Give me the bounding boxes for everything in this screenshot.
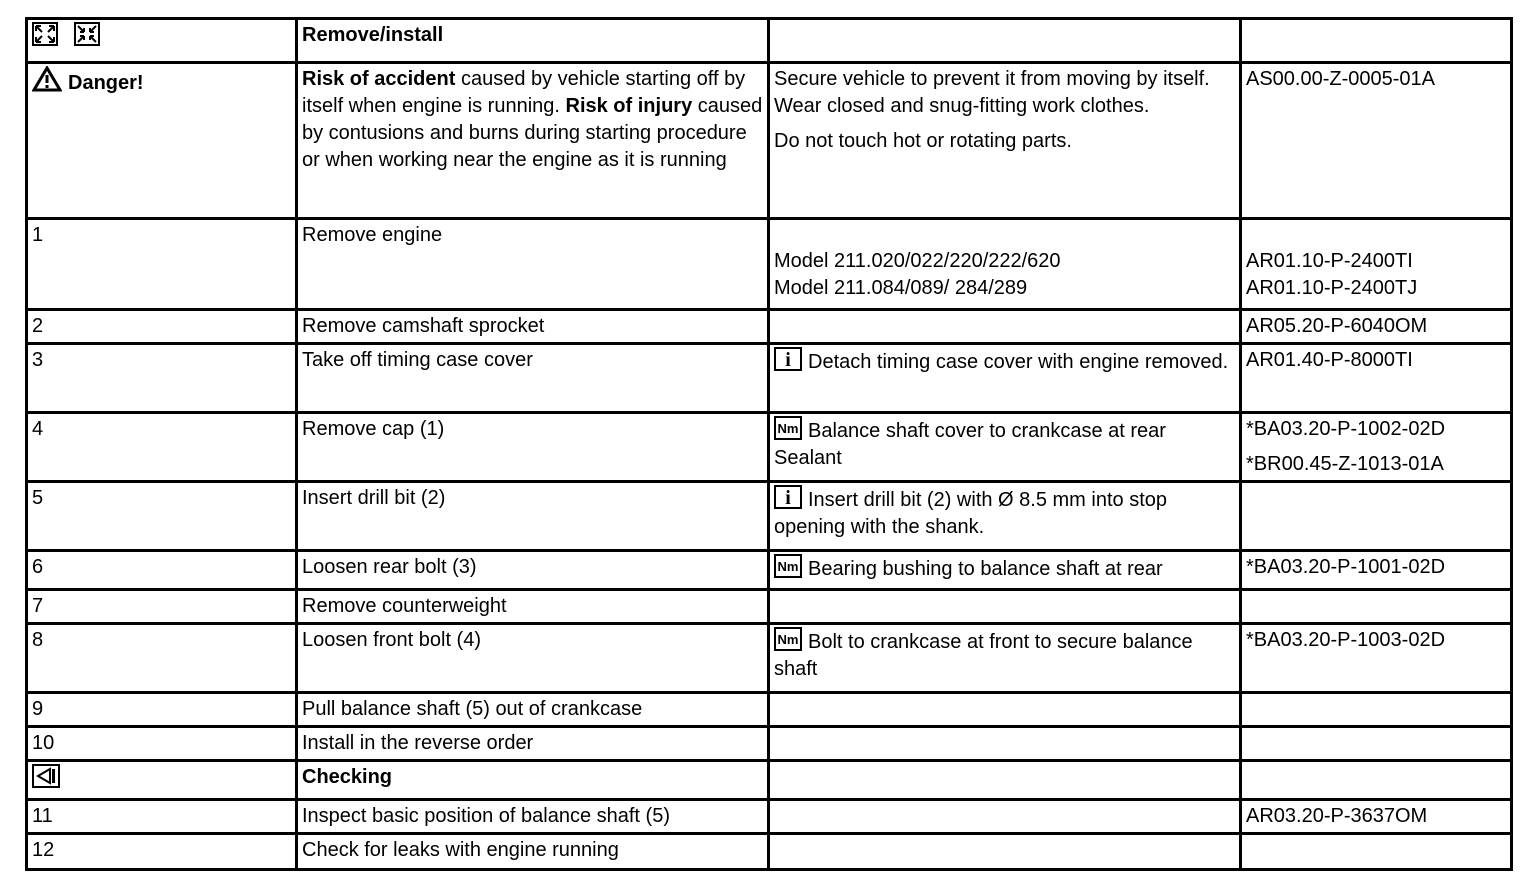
header-icons-cell (27, 19, 297, 63)
info-icon (774, 485, 802, 509)
torque-icon (774, 627, 802, 651)
table-row: 10 Install in the reverse order (27, 727, 1512, 761)
svg-text:i: i (785, 349, 791, 371)
doc-ref-link[interactable]: AR03.20-P-3637OM (1241, 800, 1512, 834)
table-row: 11 Inspect basic position of balance shaft (5) AR03.20-P-3637OM (27, 800, 1512, 834)
checking-row (27, 761, 1512, 800)
table-row: 7 Remove counterweight (27, 590, 1512, 624)
table-row: 4 Remove cap (1) Nm Balance shaft cover to crankcase at rear Sealant *BA03.20-P-1002-02D *BR00.45-Z-1013-01A (27, 413, 1512, 482)
doc-ref-link[interactable]: AR05.20-P-6040OM (1241, 310, 1512, 344)
header-row (27, 19, 1512, 63)
check-arrow-icon (32, 764, 60, 796)
table-row: 1 Remove engine Model 211.020/022/220/222/620 Model 211.084/089/ 284/289 AR01.10-P-2400TI AR01.10-P-2400TJ (27, 219, 1512, 310)
table-row: 2 Remove camshaft sprocket AR05.20-P-6040OM (27, 310, 1512, 344)
svg-text:Nm: Nm (777, 559, 799, 574)
doc-ref-link[interactable]: AR01.10-P-2400TI (1246, 250, 1413, 272)
svg-text:i: i (785, 487, 791, 509)
doc-ref-link[interactable]: *BA03.20-P-1001-02D (1241, 551, 1512, 590)
expand-icon[interactable] (32, 22, 58, 54)
danger-actions: Secure vehicle to prevent it from moving by itself. Wear closed and snug-fitting work clothes. Do not touch hot or rotating parts. (769, 63, 1241, 219)
table-row: 8 Loosen front bolt (4) Nm Bolt to crankcase at front to secure balance shaft *BA03.20-P-1003-02D (27, 624, 1512, 693)
table-row: 6 Loosen rear bolt (3) Nm Bearing bushing to balance shaft at rear *BA03.20-P-1001-02D (27, 551, 1512, 590)
table-row: 5 Insert drill bit (2) i Insert drill bit (2) with Ø 8.5 mm into stop opening with the shank. (27, 482, 1512, 551)
torque-icon (774, 554, 802, 578)
danger-label: Danger! (68, 72, 144, 94)
procedure-table (25, 17, 1513, 871)
header-title: Remove/install (297, 19, 769, 63)
collapse-icon[interactable] (74, 22, 100, 54)
danger-row (27, 63, 1512, 219)
svg-text:Nm: Nm (777, 632, 799, 647)
checking-title: Checking (297, 761, 769, 800)
svg-text:Nm: Nm (777, 421, 799, 436)
table-row: 3 Take off timing case cover i Detach timing case cover with engine removed. AR01.40-P-8000TI (27, 344, 1512, 413)
danger-ref[interactable]: AS00.00-Z-0005-01A (1241, 63, 1512, 219)
danger-cell (27, 63, 297, 219)
doc-ref-link[interactable]: *BR00.45-Z-1013-01A (1246, 453, 1444, 475)
danger-description: Risk of accident caused by vehicle starting off by itself when engine is running. Risk of injury caused by contusions and burns during starting procedure or when working near the engine as it is running (297, 63, 769, 219)
table-row: 12 Check for leaks with engine running (27, 834, 1512, 870)
torque-icon (774, 416, 802, 440)
doc-ref-link[interactable]: *BA03.20-P-1003-02D (1241, 624, 1512, 693)
table-row: 9 Pull balance shaft (5) out of crankcase (27, 693, 1512, 727)
doc-ref-link[interactable]: AR01.10-P-2400TJ (1246, 277, 1418, 299)
warning-triangle-icon (32, 66, 62, 100)
doc-ref-link[interactable]: AR01.40-P-8000TI (1241, 344, 1512, 413)
doc-ref-link[interactable]: *BA03.20-P-1002-02D (1246, 418, 1446, 440)
info-icon (774, 347, 802, 371)
